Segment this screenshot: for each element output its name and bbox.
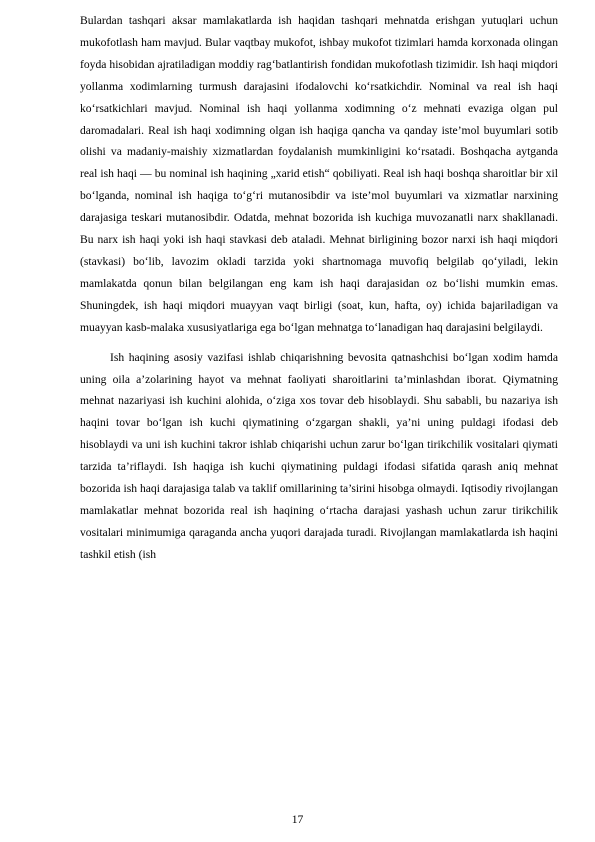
page-number: 17 <box>291 813 304 826</box>
paragraph-2: Ish haqining asosiy vazifasi ishlab chiqarishning bevosita qatnashchisi bo‘lgan xodim hamda uning oila a’zolarining hayot va mehnat faoliyati sharoitlarini ta’minlashdan iborat. Qiymatning mehnat nazariyasi ish kuchini alohida, o‘ziga xos tovar deb hisoblaydi. Shu sababli, bu nazariya ish haqini tovar bo‘lgan ish kuchi qiymatining o‘zgargan shakli, ya’ni uning puldagi ifodasi deb hisoblaydi va uni ish kuchini takror ishlab chiqarishi uchun zarur bo‘lgan tirikchilik vositalari qiymati tarzida ta’riflaydi. Ish haqiga ish kuchi qiymatining puldagi ifodasi sifatida qarash aniq mehnat bozorida ish haqi darajasiga talab va taklif omillarining ta’sirini hisobga olmaydi. Iqtisodiy rivojlangan mamlakatlar mehnat bozorida real ish haqining o‘rtacha darajasi yashash uchun zarur tirikchilik vositalari minimumiga qaraganda ancha yuqori darajada turadi. Rivojlangan mamlakatlarda ish haqini tashkil etish (ish <box>80 350 558 561</box>
paragraph-1: Bulardan tashqari aksar mamlakatlarda ish haqidan tashqari mehnatda erishgan yutuqlari uchun mukofotlash ham mavjud. Bular vaqtbay mukofot, ishbay mukofot tizimlari hamda korxonada olingan foyda hisobidan ajratiladigan moddiy rag‘batlantirish fondidan mukofotlash tizimidir. Ish haqi miqdori yollanma xodimlarning turmush darajasini ifodalovchi ko‘rsatkichdir. Nominal va real ish haqi ko‘rsatkichlari mavjud. Nominal ish haqi yollanma xodimning o‘z mehnati evaziga olgan pul daromadalari. Real ish haqi xodimning olgan ish haqiga qancha va qanday iste’mol buyumlari sotib olishi va madaniy-maishiy xizmatlardan foydalanish mumkinligini ko‘rsatadi. Boshqacha aytganda real ish haqi — bu nominal ish haqining „xarid etish“ qobiliyati. Real ish haqi boshqa sharoitlar bir xil bo‘lganda, nominal ish haqiga to‘g‘ri mutanosibdir va iste’mol buyumlari va xizmatlar narxining darajasiga teskari mutanosibdir. Odatda, mehnat bozorida ish kuchiga muvozanatli narx shakllanadi. Bu narx ish haqi yoki ish haqi stavkasi deb ataladi. Mehnat birligining bozor narxi ish haqi miqdori (stavkasi) bo‘lib, lavozim okladi tarzida yoki shartnomaga muvofiq belgilab qo‘yiladi, lekin mamlakatda qonun bilan belgilangan eng kam ish haqi darajasidan oz bo‘lishi mumkin emas. Shuningdek, ish haqi miqdori muayyan vaqt birligi (soat, kun, hafta, oy) ichida bajariladigan va muayyan kasb-malaka xususiyatlariga ega bo‘lgan mehnatga to‘lanadigan haq darajasini belgilaydi. <box>80 14 558 334</box>
body-text <box>80 10 558 566</box>
